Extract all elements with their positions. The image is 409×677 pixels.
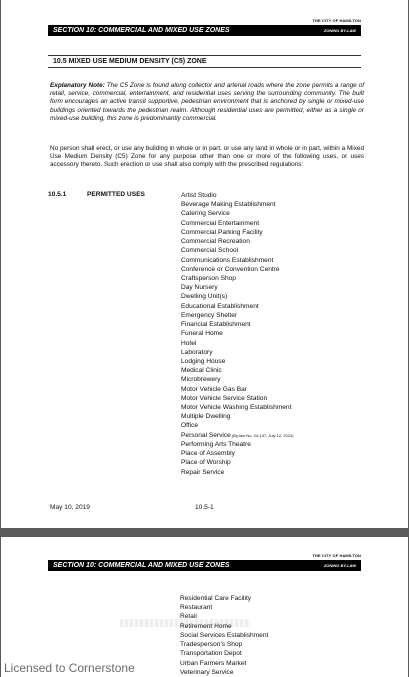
section-header-bar: [48, 560, 361, 571]
list-item: Repair Service: [181, 468, 225, 476]
list-item: Restaurant: [180, 604, 213, 612]
section-heading: PERMITTED USES: [87, 191, 145, 198]
list-item: Day Nursery: [181, 284, 218, 292]
permitted-uses-list-continued: [180, 594, 268, 677]
explanatory-text: The C5 Zone is found along collector and arterial roads where the zone permits a range of retail, service, commercial, entertainment, and residential uses serving the surrounding community. The built form encourages an active transit supportive, pedestrian environment that is anchored by single or mixed-use buildings oriented towards the pedestrian realm. Although residential uses are permitted, either as a single or mixed-use building, this zone is predominantly commercial.: [50, 82, 364, 122]
license-watermark: Licensed to Cornerstone: [4, 661, 135, 675]
list-item: Commercial Entertainment: [181, 219, 260, 227]
list-item: Motor Vehicle Service Station: [181, 394, 268, 402]
document-page-1: [1, 0, 408, 528]
list-item: Office: [181, 422, 199, 430]
list-item: Financial Establishment: [181, 321, 251, 329]
bylaw-amendment-note: (By-law No. 24-137, July 12, 2024): [230, 432, 294, 438]
list-item: Urban Farmers Market: [180, 659, 247, 667]
list-item: Educational Establishment: [181, 302, 259, 310]
list-item: Laboratory: [181, 348, 213, 356]
list-item: Retirement Home: [180, 622, 232, 630]
permitted-uses-list: [181, 191, 294, 477]
list-item: Commercial Recreation: [181, 238, 250, 246]
section-header-bar: [48, 25, 361, 36]
list-item: Medical Clinic: [181, 367, 222, 375]
list-item: Conference or Convention Centre: [181, 265, 280, 273]
explanatory-label: Explanatory Note:: [50, 82, 105, 89]
list-item: Transportation Depot: [180, 650, 242, 658]
list-item: Emergency Shelter: [181, 311, 238, 319]
list-item: Craftsperson Shop: [181, 274, 236, 282]
list-item: Commercial School: [181, 247, 239, 255]
list-item: Tradesperson's Shop: [180, 641, 243, 649]
city-name: THE CITY OF HAMILTON: [312, 553, 361, 558]
list-item: Dwelling Unit(s): [181, 293, 228, 301]
zone-subheading: 10.5 MIXED USE MEDIUM DENSITY (C5) ZONE: [48, 55, 361, 68]
list-item: Place of Assembly: [181, 450, 235, 458]
list-item: Motor Vehicle Washing Establishment: [181, 404, 292, 412]
list-item: Beverage Making Establishment: [181, 201, 276, 209]
list-item: Motor Vehicle Gas Bar: [181, 385, 247, 393]
city-name: THE CITY OF HAMILTON: [312, 18, 361, 23]
footer-date: May 10, 2019: [50, 504, 90, 511]
list-item: Catering Service: [181, 210, 230, 218]
regulation-paragraph: No person shall erect, or use any building in whole or in part, or use any land in whole or in part, within a Mixed Use Medium Density (C5) Zone for any purpose other than one or more of the following uses, or uses accessory thereto. Such erection or use shall also comply with the prescribed regulations:: [50, 145, 364, 169]
list-item: Multiple Dwelling: [181, 413, 231, 421]
section-number: 10.5.1: [48, 191, 67, 198]
explanatory-note: [50, 82, 364, 123]
list-item-personal-service: [181, 431, 294, 440]
list-item: Place of Worship: [181, 459, 231, 467]
list-item: Funeral Home: [181, 330, 223, 338]
list-item: Lodging House: [181, 357, 226, 365]
list-item: Hotel: [181, 339, 197, 347]
list-item: Residential Care Facility: [180, 595, 252, 602]
list-item: Microbrewery: [181, 376, 221, 384]
list-item-label: Personal Service: [181, 431, 231, 439]
list-item: Communications Establishment: [181, 256, 274, 264]
list-item: Veterinary Service: [180, 668, 234, 676]
list-item: Social Services Establishment: [180, 631, 269, 639]
zoning-bylaw-label: ZONING BY-LAW: [323, 28, 356, 33]
list-item: Retail: [180, 613, 197, 621]
list-item: Commercial Parking Facility: [181, 228, 263, 236]
list-item: Performing Arts Theatre: [181, 440, 251, 448]
footer-page-number: 10.5-1: [195, 504, 214, 511]
section-title: SECTION 10: COMMERCIAL AND MIXED USE ZONES: [53, 562, 230, 569]
section-title: SECTION 10: COMMERCIAL AND MIXED USE ZONES: [53, 27, 230, 34]
list-item: Artist Studio: [181, 192, 217, 199]
zoning-bylaw-label: ZONING BY-LAW: [323, 563, 356, 568]
